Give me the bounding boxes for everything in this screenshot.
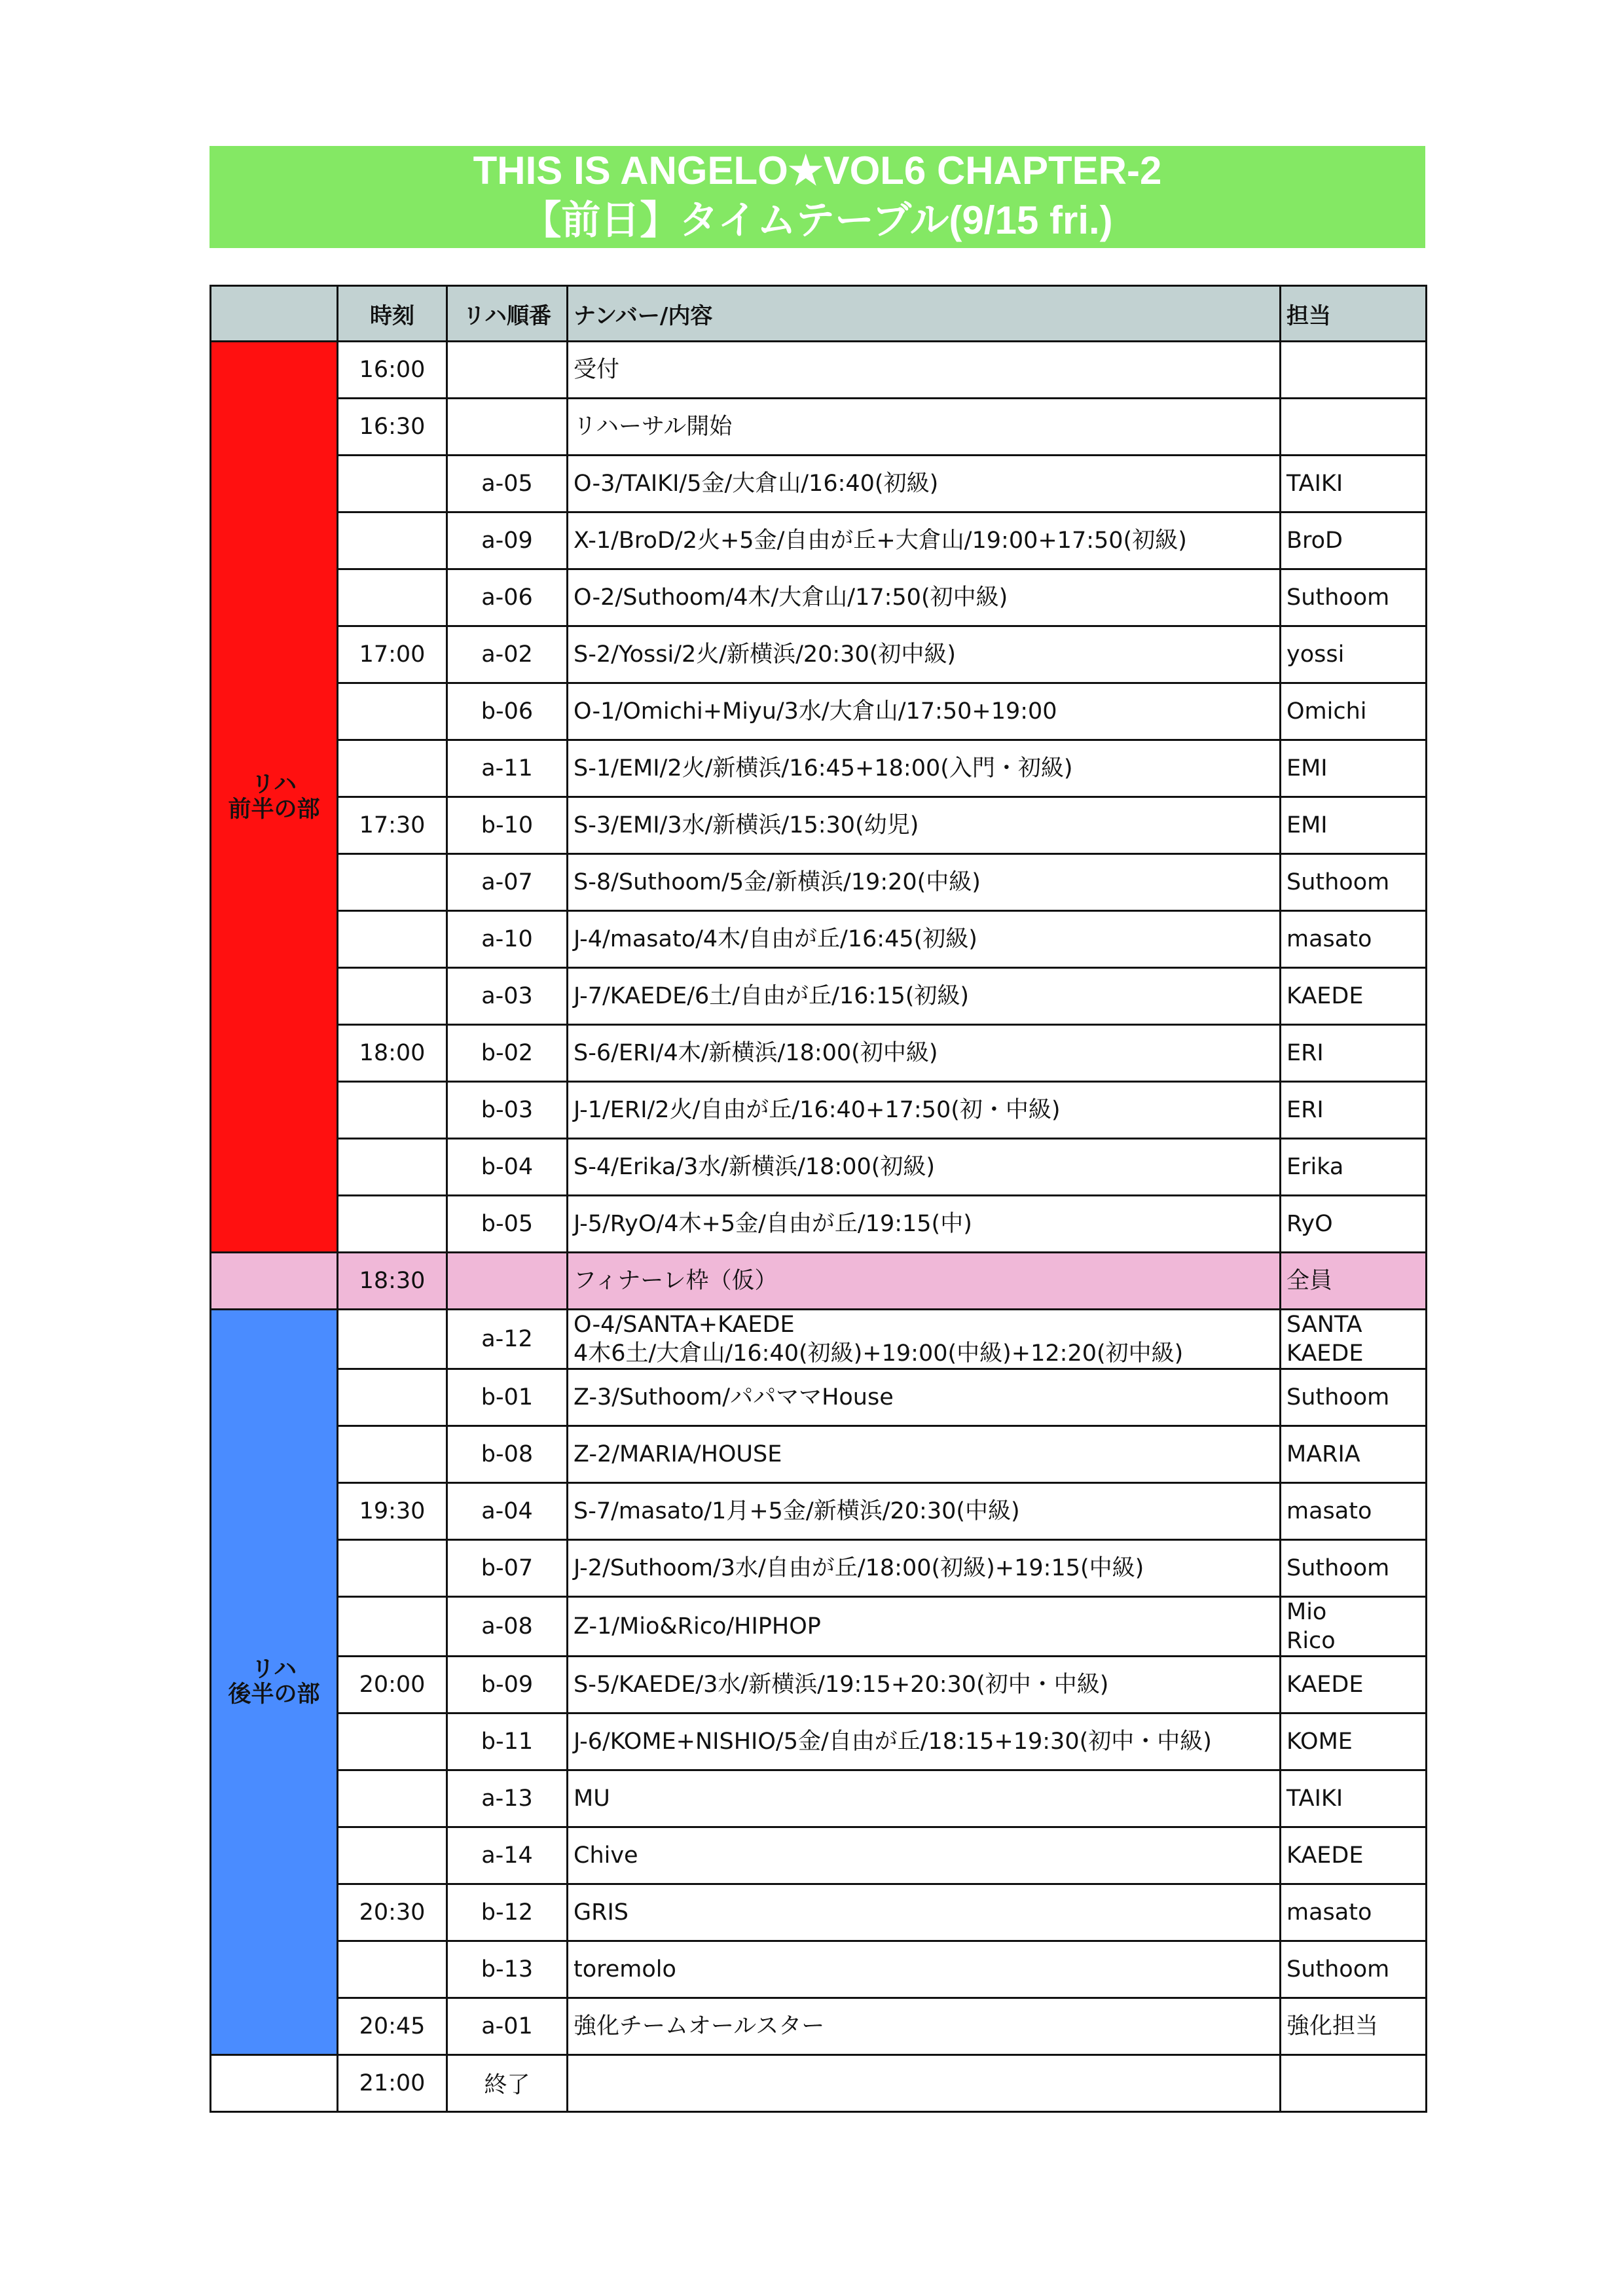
content-cell: [568, 399, 1281, 456]
table-row: [211, 854, 1427, 911]
order-cell: b-11: [447, 1713, 568, 1770]
cell-line: J-5/RyO/4木+5金/自由が丘/19:15(中): [574, 1211, 972, 1237]
cell-line: Suthoom: [1286, 869, 1390, 895]
order-cell: b-05: [447, 1196, 568, 1253]
content-cell: [568, 854, 1281, 911]
cell-line: yossi: [1286, 641, 1345, 668]
table-row: [211, 1941, 1427, 1998]
content-cell: [568, 1998, 1281, 2055]
order-cell: b-06: [447, 683, 568, 740]
time-cell: [338, 740, 447, 797]
content-cell: [568, 797, 1281, 854]
order-cell: a-01: [447, 1998, 568, 2055]
content-cell: [568, 342, 1281, 399]
content-cell: [568, 1597, 1281, 1657]
staff-cell: [1281, 1540, 1427, 1597]
time-cell: [338, 911, 447, 968]
cell-line: Omichi: [1286, 698, 1367, 725]
time-cell: [338, 1139, 447, 1196]
cell-line: MARIA: [1286, 1441, 1360, 1467]
table-row: [211, 1540, 1427, 1597]
table-row: [211, 797, 1427, 854]
staff-cell: [1281, 342, 1427, 399]
table-row: [211, 1426, 1427, 1483]
cell-line: S-7/masato/1月+5金/新横浜/20:30(中級): [574, 1498, 1020, 1524]
time-cell: [338, 1941, 447, 1998]
order-cell: a-11: [447, 740, 568, 797]
table-row: [211, 512, 1427, 569]
table-row: [211, 342, 1427, 399]
order-cell: a-13: [447, 1770, 568, 1827]
staff-cell: [1281, 968, 1427, 1025]
content-cell: [568, 1253, 1281, 1310]
time-cell: [338, 1369, 447, 1426]
table-row: [211, 569, 1427, 626]
time-cell: [338, 456, 447, 512]
cell-line: Z-2/MARIA/HOUSE: [574, 1441, 782, 1467]
cell-line: masato: [1286, 1498, 1372, 1524]
title-line-2: 【前日】タイムテーブル(9/15 fri.): [522, 198, 1113, 242]
order-cell: a-05: [447, 456, 568, 512]
time-cell: [338, 968, 447, 1025]
section-label-line: リハ: [251, 771, 297, 798]
content-cell: [568, 968, 1281, 1025]
cell-line: O-3/TAIKI/5金/大倉山/16:40(初級): [574, 471, 939, 497]
table-row: [211, 1139, 1427, 1196]
cell-line: リハーサル開始: [574, 414, 733, 440]
header-time: 時刻: [338, 286, 447, 342]
staff-cell: [1281, 854, 1427, 911]
time-cell: [338, 854, 447, 911]
staff-cell: [1281, 1998, 1427, 2055]
staff-cell: [1281, 1483, 1427, 1540]
order-cell: a-06: [447, 569, 568, 626]
table-row: [211, 1884, 1427, 1941]
content-cell: [568, 1540, 1281, 1597]
content-cell: [568, 512, 1281, 569]
staff-cell: [1281, 1082, 1427, 1139]
table-row: [211, 1082, 1427, 1139]
order-cell: b-02: [447, 1025, 568, 1082]
content-cell: [568, 1941, 1281, 1998]
cell-line: RyO: [1286, 1211, 1333, 1237]
cell-line: S-4/Erika/3水/新横浜/18:00(初級): [574, 1154, 936, 1180]
staff-cell: [1281, 1713, 1427, 1770]
time-cell: [338, 1597, 447, 1657]
order-cell: a-09: [447, 512, 568, 569]
staff-cell: [1281, 626, 1427, 683]
content-cell: [568, 1139, 1281, 1196]
staff-cell: [1281, 2055, 1427, 2112]
table-row: [211, 1827, 1427, 1884]
cell-line: Suthoom: [1286, 1956, 1390, 1982]
content-cell: [568, 1025, 1281, 1082]
order-cell: a-10: [447, 911, 568, 968]
cell-line: masato: [1286, 1899, 1372, 1926]
order-cell: b-12: [447, 1884, 568, 1941]
table-row: [211, 626, 1427, 683]
staff-cell: [1281, 1426, 1427, 1483]
cell-line: 強化チームオールスター: [574, 2013, 825, 2039]
time-cell: 18:30: [338, 1253, 447, 1310]
cell-line: MU: [574, 1785, 610, 1812]
order-cell: 終了: [447, 2055, 568, 2112]
table-row: [211, 456, 1427, 512]
order-cell: a-07: [447, 854, 568, 911]
cell-line: Erika: [1286, 1154, 1344, 1180]
order-cell: b-09: [447, 1657, 568, 1713]
table-row: [211, 399, 1427, 456]
timetable: [210, 285, 1427, 2113]
content-cell: [568, 569, 1281, 626]
staff-cell: [1281, 1770, 1427, 1827]
section-label: [211, 1253, 338, 1310]
cell-line: EMI: [1286, 755, 1328, 781]
content-cell: [568, 740, 1281, 797]
cell-line: BroD: [1286, 528, 1343, 554]
section-label-line: 後半の部: [228, 1681, 320, 1708]
staff-cell: [1281, 1196, 1427, 1253]
content-cell: [568, 1369, 1281, 1426]
staff-cell: [1281, 797, 1427, 854]
cell-line: GRIS: [574, 1899, 629, 1926]
time-cell: 16:30: [338, 399, 447, 456]
cell-line: Suthoom: [1286, 1384, 1390, 1410]
cell-line: EMI: [1286, 812, 1328, 838]
table-row: [211, 1657, 1427, 1713]
title-line-1: THIS IS ANGELO★VOL6 CHAPTER-2: [473, 149, 1162, 192]
table-row: [211, 1713, 1427, 1770]
time-cell: [338, 512, 447, 569]
order-cell: b-07: [447, 1540, 568, 1597]
order-cell: b-01: [447, 1369, 568, 1426]
time-cell: 17:30: [338, 797, 447, 854]
time-cell: [338, 1770, 447, 1827]
table-row: [211, 1196, 1427, 1253]
cell-line: 強化担当: [1286, 2013, 1379, 2039]
cell-line: Z-3/Suthoom/パパママHouse: [574, 1384, 894, 1410]
content-cell: [568, 1310, 1281, 1369]
table-row: [211, 1310, 1427, 1369]
cell-line: O-4/SANTA+KAEDE: [574, 1312, 795, 1338]
order-cell: b-10: [447, 797, 568, 854]
table-row: [211, 1025, 1427, 1082]
cell-line: J-2/Suthoom/3水/自由が丘/18:00(初級)+19:15(中級): [574, 1555, 1144, 1581]
order-cell: a-08: [447, 1597, 568, 1657]
cell-line: S-6/ERI/4木/新横浜/18:00(初中級): [574, 1040, 938, 1066]
time-cell: 20:00: [338, 1657, 447, 1713]
cell-line: KOME: [1286, 1729, 1353, 1755]
time-cell: [338, 1426, 447, 1483]
table-row: [211, 1369, 1427, 1426]
table-row: [211, 1597, 1427, 1657]
cell-line: S-3/EMI/3水/新横浜/15:30(幼児): [574, 812, 919, 838]
cell-line: KAEDE: [1286, 1340, 1364, 1367]
staff-cell: [1281, 399, 1427, 456]
time-cell: 18:00: [338, 1025, 447, 1082]
table-row: [211, 740, 1427, 797]
staff-cell: [1281, 740, 1427, 797]
cell-line: KAEDE: [1286, 1672, 1364, 1698]
time-cell: [338, 683, 447, 740]
content-cell: [568, 1770, 1281, 1827]
cell-line: 受付: [574, 357, 620, 383]
cell-line: Mio: [1286, 1599, 1327, 1625]
staff-cell: [1281, 456, 1427, 512]
cell-line: S-8/Suthoom/5金/新横浜/19:20(中級): [574, 869, 981, 895]
time-cell: 17:00: [338, 626, 447, 683]
content-cell: [568, 1483, 1281, 1540]
cell-line: 4木6土/大倉山/16:40(初級)+19:00(中級)+12:20(初中級): [574, 1340, 1184, 1367]
staff-cell: [1281, 1884, 1427, 1941]
cell-line: ERI: [1286, 1040, 1324, 1066]
order-cell: a-02: [447, 626, 568, 683]
cell-line: S-5/KAEDE/3水/新横浜/19:15+20:30(初中・中級): [574, 1672, 1109, 1698]
time-cell: [338, 1082, 447, 1139]
content-cell: [568, 1426, 1281, 1483]
table-row: [211, 1253, 1427, 1310]
cell-line: KAEDE: [1286, 983, 1364, 1009]
cell-line: KAEDE: [1286, 1842, 1364, 1869]
cell-line: Suthoom: [1286, 584, 1390, 611]
staff-cell: [1281, 1827, 1427, 1884]
staff-cell: [1281, 911, 1427, 968]
time-cell: 20:30: [338, 1884, 447, 1941]
staff-cell: [1281, 1369, 1427, 1426]
cell-line: J-6/KOME+NISHIO/5金/自由が丘/18:15+19:30(初中・中級): [574, 1729, 1212, 1755]
cell-line: TAIKI: [1286, 471, 1343, 497]
time-cell: 20:45: [338, 1998, 447, 2055]
order-cell: b-04: [447, 1139, 568, 1196]
table-row: [211, 683, 1427, 740]
content-cell: [568, 626, 1281, 683]
cell-line: TAIKI: [1286, 1785, 1343, 1812]
order-cell: [447, 399, 568, 456]
header-order: リハ順番: [447, 286, 568, 342]
order-cell: b-03: [447, 1082, 568, 1139]
content-cell: [568, 1827, 1281, 1884]
cell-line: toremolo: [574, 1956, 676, 1982]
cell-line: Z-1/Mio&Rico/HIPHOP: [574, 1613, 821, 1640]
table-row: [211, 911, 1427, 968]
header-content: ナンバー/内容: [568, 286, 1281, 342]
order-cell: a-03: [447, 968, 568, 1025]
order-cell: [447, 342, 568, 399]
content-cell: [568, 1713, 1281, 1770]
table-row: [211, 1483, 1427, 1540]
section-label: [211, 2055, 338, 2112]
cell-line: J-4/masato/4木/自由が丘/16:45(初級): [574, 926, 977, 952]
time-cell: [338, 569, 447, 626]
table-row: [211, 1770, 1427, 1827]
staff-cell: [1281, 1139, 1427, 1196]
header-row: [211, 286, 1427, 342]
order-cell: a-04: [447, 1483, 568, 1540]
cell-line: SANTA: [1286, 1312, 1362, 1338]
cell-line: masato: [1286, 926, 1372, 952]
time-cell: [338, 1310, 447, 1369]
time-cell: [338, 1540, 447, 1597]
staff-cell: [1281, 1025, 1427, 1082]
cell-line: J-1/ERI/2火/自由が丘/16:40+17:50(初・中級): [574, 1097, 1061, 1123]
time-cell: 16:00: [338, 342, 447, 399]
cell-line: S-2/Yossi/2火/新横浜/20:30(初中級): [574, 641, 957, 668]
content-cell: [568, 1884, 1281, 1941]
cell-line: J-7/KAEDE/6土/自由が丘/16:15(初級): [574, 983, 970, 1009]
cell-line: Chive: [574, 1842, 638, 1869]
cell-line: フィナーレ枠（仮）: [574, 1268, 778, 1294]
header-group: [211, 286, 338, 342]
cell-line: Rico: [1286, 1628, 1336, 1654]
staff-cell: [1281, 1657, 1427, 1713]
content-cell: [568, 911, 1281, 968]
staff-cell: [1281, 683, 1427, 740]
staff-cell: [1281, 1310, 1427, 1369]
table-row: [211, 1998, 1427, 2055]
staff-cell: [1281, 1597, 1427, 1657]
section-label-line: リハ: [251, 1657, 297, 1683]
content-cell: [568, 1657, 1281, 1713]
order-cell: a-14: [447, 1827, 568, 1884]
page-title: [210, 146, 1425, 248]
cell-line: O-1/Omichi+Miyu/3水/大倉山/17:50+19:00: [574, 698, 1057, 725]
time-cell: 19:30: [338, 1483, 447, 1540]
cell-line: O-2/Suthoom/4木/大倉山/17:50(初中級): [574, 584, 1008, 611]
time-cell: [338, 1713, 447, 1770]
cell-line: 全員: [1286, 1268, 1333, 1294]
staff-cell: [1281, 512, 1427, 569]
staff-cell: [1281, 569, 1427, 626]
order-cell: b-13: [447, 1941, 568, 1998]
cell-line: ERI: [1286, 1097, 1324, 1123]
time-cell: [338, 1196, 447, 1253]
cell-line: S-1/EMI/2火/新横浜/16:45+18:00(入門・初級): [574, 755, 1073, 781]
staff-cell: [1281, 1253, 1427, 1310]
content-cell: [568, 456, 1281, 512]
content-cell: [568, 1082, 1281, 1139]
table-row: [211, 2055, 1427, 2112]
content-cell: [568, 2055, 1281, 2112]
cell-line: X-1/BroD/2火+5金/自由が丘+大倉山/19:00+17:50(初級): [574, 528, 1187, 554]
header-staff: 担当: [1281, 286, 1427, 342]
order-cell: a-12: [447, 1310, 568, 1369]
time-cell: [338, 1827, 447, 1884]
section-label: [211, 342, 338, 1253]
section-label: [211, 1310, 338, 2055]
time-cell: 21:00: [338, 2055, 447, 2112]
content-cell: [568, 683, 1281, 740]
staff-cell: [1281, 1941, 1427, 1998]
order-cell: [447, 1253, 568, 1310]
table-row: [211, 968, 1427, 1025]
section-label-line: 前半の部: [228, 796, 320, 823]
content-cell: [568, 1196, 1281, 1253]
order-cell: b-08: [447, 1426, 568, 1483]
cell-line: Suthoom: [1286, 1555, 1390, 1581]
